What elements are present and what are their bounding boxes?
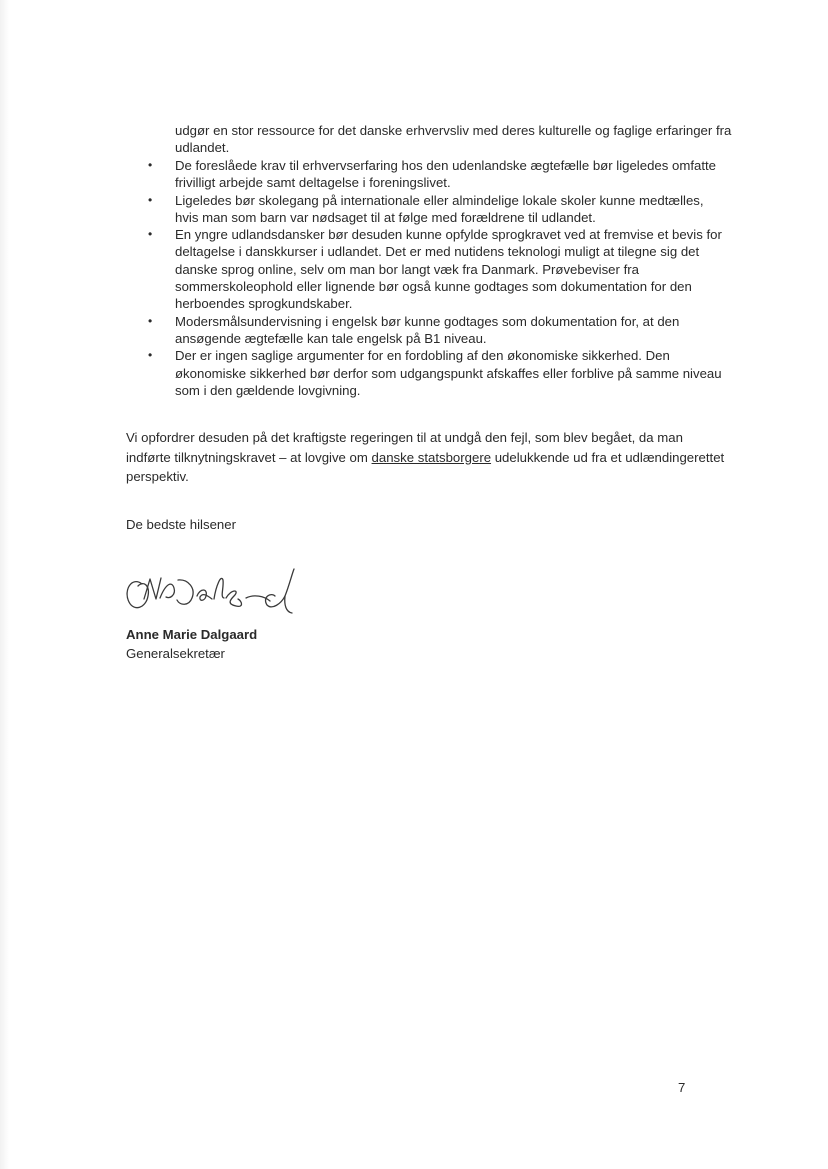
page-number: 7 [678,1080,686,1095]
bullet-text: Der er ingen saglige argumenter for en fordobling af den økonomiske sikkerhed. Den økonomiske sikkerhed bør derfor som udgangspunkt afskaffes eller forblive på samme niveau som i den gældende lovgivning. [175,348,722,398]
bullet-text: Modersmålsundervisning i engelsk bør kunne godtages som dokumentation for, at den ansøgende ægtefælle kan tale engelsk på B1 niveau. [175,313,680,346]
bullet-item [126,157,726,192]
bullet-dot: • [148,348,153,363]
bullet-item [126,347,726,399]
bullet-item [126,192,726,227]
bullet-text: Ligeledes bør skolegang på internationale eller almindelige lokale skoler kunne medtælles, hvis man som barn var nødsaget til at følge med forældrene til udlandet. [175,192,704,225]
bullet-dot: • [148,227,153,242]
bullet-dot: • [148,192,153,207]
bullet-text: En yngre udlandsdansker bør desuden kunne opfylde sprogkravet ved at fremvise et bevis for deltagelse i danskkurser i udlandet. Det er med nutidens teknologi muligt at tilegne sig det danske sprog online, selv om man bor langt væk fra Danmark. Prøvebeviser fra sommerskoleophold eller lignende bør også kunne godtages som dokumentation for den herboendes sprogkundskaber. [175,227,722,312]
citizens-link[interactable]: danske statsborgere [371,449,492,465]
bullet-dot: • [148,313,153,328]
bullet-item [126,313,726,348]
bullet-text: De foreslåede krav til erhvervserfaring hos den udenlandske ægtefælle bør ligeledes omfatte frivilligt arbejde samt deltagelse i foreningslivet. [175,158,716,191]
signatory-title: Generalsekretær [126,646,225,661]
scan-edge [0,0,9,1169]
bullet-dot: • [148,158,153,172]
continuation-text: udgør en stor ressource for det danske erhvervsliv med deres kulturelle og faglige erfaringer fra udlandet. [175,123,732,156]
closing-paragraph [126,428,726,487]
handwritten-signature [120,566,305,621]
closing-text-end: udelukkende ud fra et udlændingerettet perspektiv. [126,449,725,485]
bullet-list [126,157,726,399]
greeting: De bedste hilsener [126,517,236,532]
signatory-name: Anne Marie Dalgaard [126,627,258,642]
closing-text-start: Vi opfordrer desuden på det kraftigste regeringen til at undgå den fejl, som blev begået, da man indførte tilknytningskravet – at lovgive om [126,430,683,465]
bullet-item [126,226,726,312]
